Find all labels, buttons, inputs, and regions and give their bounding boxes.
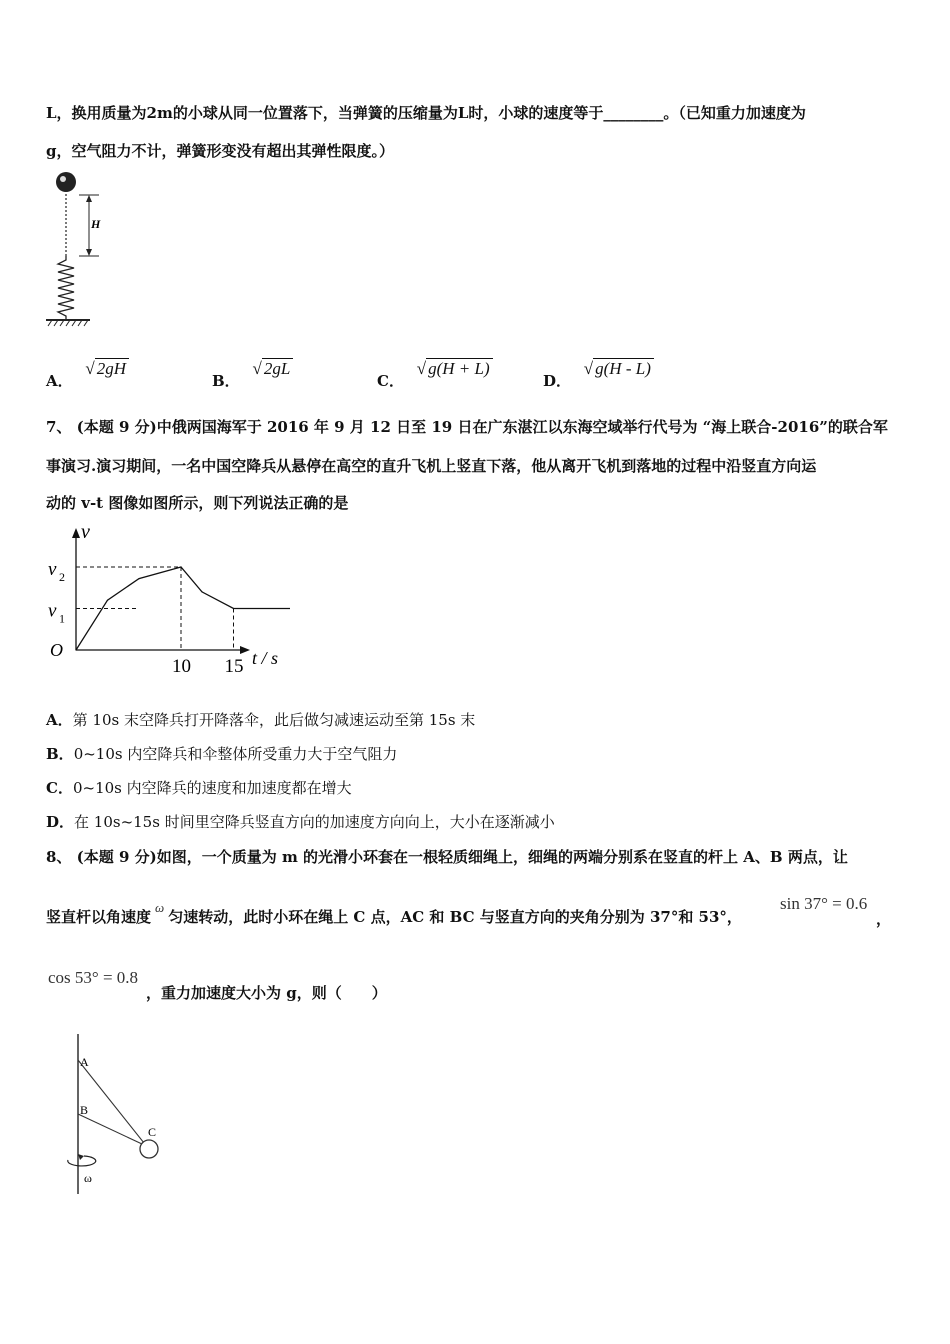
vt-point	[138, 578, 139, 579]
origin-label: O	[50, 640, 63, 660]
q7-option-a[interactable]: A．第 10s 末空降兵打开降落伞，此后做匀减速运动至第 15s 末	[46, 711, 476, 729]
q8-line-1: 8、 (本题 9 分)如图，一个质量为 m 的光滑小环套在一根轻质细绳上，细绳的两端分别系在竖直的杆上 A、B 两点，让	[46, 848, 848, 866]
omega-symbol: ω	[155, 900, 165, 915]
sin-expression: sin 37° = 0.6	[780, 894, 868, 913]
height-label: H	[91, 217, 101, 231]
vt-point	[75, 649, 76, 650]
x-axis-label: t / s	[252, 648, 279, 668]
vt-point	[107, 600, 108, 601]
rope-ac	[78, 1060, 148, 1148]
vt-curve	[76, 567, 290, 650]
q8-line-2: 竖直杆以角速度ω匀速转动，此时小环在绳上 C 点，AC 和 BC 与竖直方向的夹角分别为 37°和 53°，	[46, 900, 742, 926]
spring-icon	[58, 256, 74, 320]
vt-point	[201, 591, 202, 592]
point-c-label: C	[148, 1125, 157, 1139]
cos-expression: cos 53° = 0.8	[48, 968, 139, 987]
prev-option-b[interactable]: B． √ 2gL	[212, 358, 285, 379]
prev-option-c[interactable]: C． √ g(H + L)	[377, 358, 485, 379]
y-tick-label: v	[48, 559, 57, 580]
q7-option-c[interactable]: C．0~10s 内空降兵的速度和加速度都在增大	[46, 779, 352, 797]
q7-line-1: 7、 (本题 9 分)中俄两国海军于 2016 年 9 月 12 日至 19 日在广东湛江以东海空域举行代号为 “海上联合-2016”的联合军	[46, 418, 888, 436]
y-tick-label: v	[48, 600, 57, 622]
q7-option-b[interactable]: B．0~10s 内空降兵和伞整体所受重力大于空气阻力	[46, 745, 398, 763]
point-a-label: A	[80, 1055, 89, 1069]
rotating-rod-figure	[50, 1030, 180, 1200]
vt-chart	[40, 518, 290, 678]
q7-option-d[interactable]: D．在 10s~15s 时间里空降兵竖直方向的加速度方向向上，大小在逐渐减小	[46, 813, 555, 831]
y-tick-subscript: 2	[59, 570, 65, 584]
prev-question-line-1: L，换用质量为2m的小球从同一位置落下，当弹簧的压缩量为L时，小球的速度等于________。（已知重力加速度为	[46, 104, 806, 122]
ring-icon	[140, 1140, 158, 1158]
sin-comma: ，	[876, 910, 892, 928]
q8-line-3: ，重力加速度大小为 g，则（ ）	[146, 984, 387, 1002]
x-tick-label: 15	[224, 656, 244, 677]
q7-line-3: 动的 v-t 图像如图所示，则下列说法正确的是	[46, 494, 349, 512]
omega-label: ω	[84, 1171, 92, 1185]
x-tick-label: 10	[172, 656, 191, 677]
y-axis-label: v	[81, 521, 90, 543]
y-tick-subscript: 1	[59, 611, 65, 626]
spring-ball-figure	[44, 170, 114, 330]
prev-question-line-2: g，空气阻力不计，弹簧形变没有超出其弹性限度。）	[46, 142, 394, 160]
prev-option-d[interactable]: D． √ g(H - L)	[543, 358, 646, 379]
prev-option-a[interactable]: A． √ 2gH	[46, 358, 121, 379]
point-b-label: B	[80, 1103, 89, 1117]
ball-icon	[56, 172, 76, 192]
q7-line-2: 事演习.演习期间，一名中国空降兵从悬停在高空的直升飞机上竖直下落，他从离开飞机到落地的过程中沿竖直方向运	[46, 457, 817, 475]
